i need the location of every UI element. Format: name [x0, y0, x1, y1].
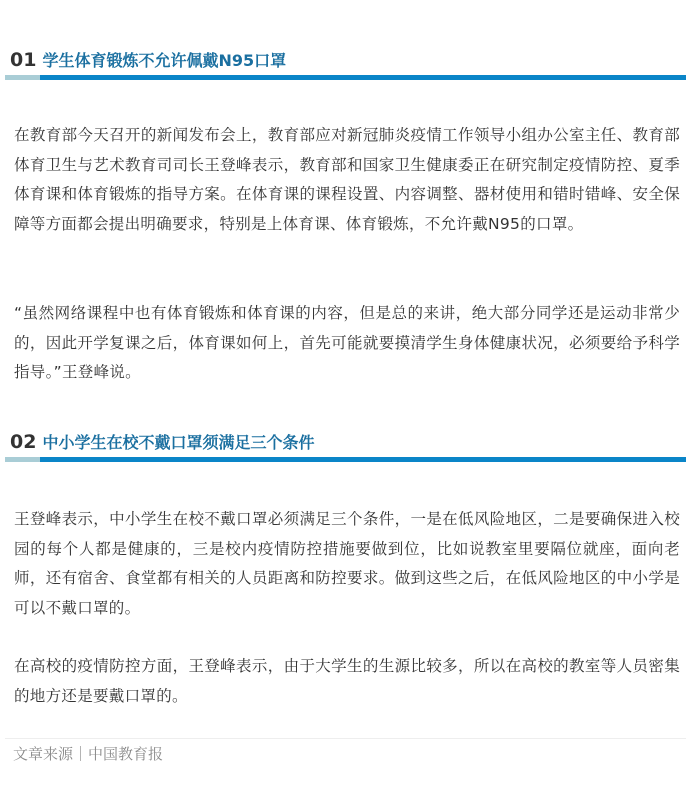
section-number: 01: [10, 49, 37, 71]
section-heading-01: [10, 48, 286, 71]
paragraph: 在教育部今天召开的新闻发布会上，教育部应对新冠肺炎疫情工作领导小组办公室主任、教育部体育卫生与艺术教育司司长王登峰表示，教育部和国家卫生健康委正在研究制定疫情防控、夏季体育课和体育锻炼的指导方案。在体育课的课程设置、内容调整、器材使用和错时错峰、安全保障等方面都会提出明确要求，特别是上体育课、体育锻炼，不允许戴N95的口罩。: [14, 126, 680, 233]
divider: [5, 738, 686, 739]
section-number: 02: [10, 431, 37, 453]
section-title: 学生体育锻炼不允许佩戴N95口罩: [42, 51, 287, 70]
paragraph: 王登峰表示，中小学生在校不戴口罩必须满足三个条件，一是在低风险地区，二是要确保进入校园的每个人都是健康的，三是校内疫情防控措施要做到位，比如说教室里要隔位就座，面向老师，还有宿舍、食堂都有相关的人员距离和防控要求。做到这些之后，在低风险地区的中小学是可以不戴口罩的。: [14, 510, 680, 617]
paragraph: “虽然网络课程中也有体育锻炼和体育课的内容，但是总的来讲，绝大部分同学还是运动非常少的，因此开学复课之后，体育课如何上，首先可能就要摸清学生身体健康状况，必须要给予科学指导。”王登峰说。: [14, 304, 680, 381]
section-title: 中小学生在校不戴口罩须满足三个条件: [42, 433, 315, 452]
section-heading-02: [10, 430, 314, 453]
paragraph: 在高校的疫情防控方面，王登峰表示，由于大学生的生源比较多，所以在高校的教室等人员密集的地方还是要戴口罩的。: [14, 657, 680, 705]
section-divider-bar: [5, 75, 686, 80]
article-source: 文章来源｜中国教育报: [13, 745, 164, 763]
section-divider-bar: [5, 457, 686, 462]
